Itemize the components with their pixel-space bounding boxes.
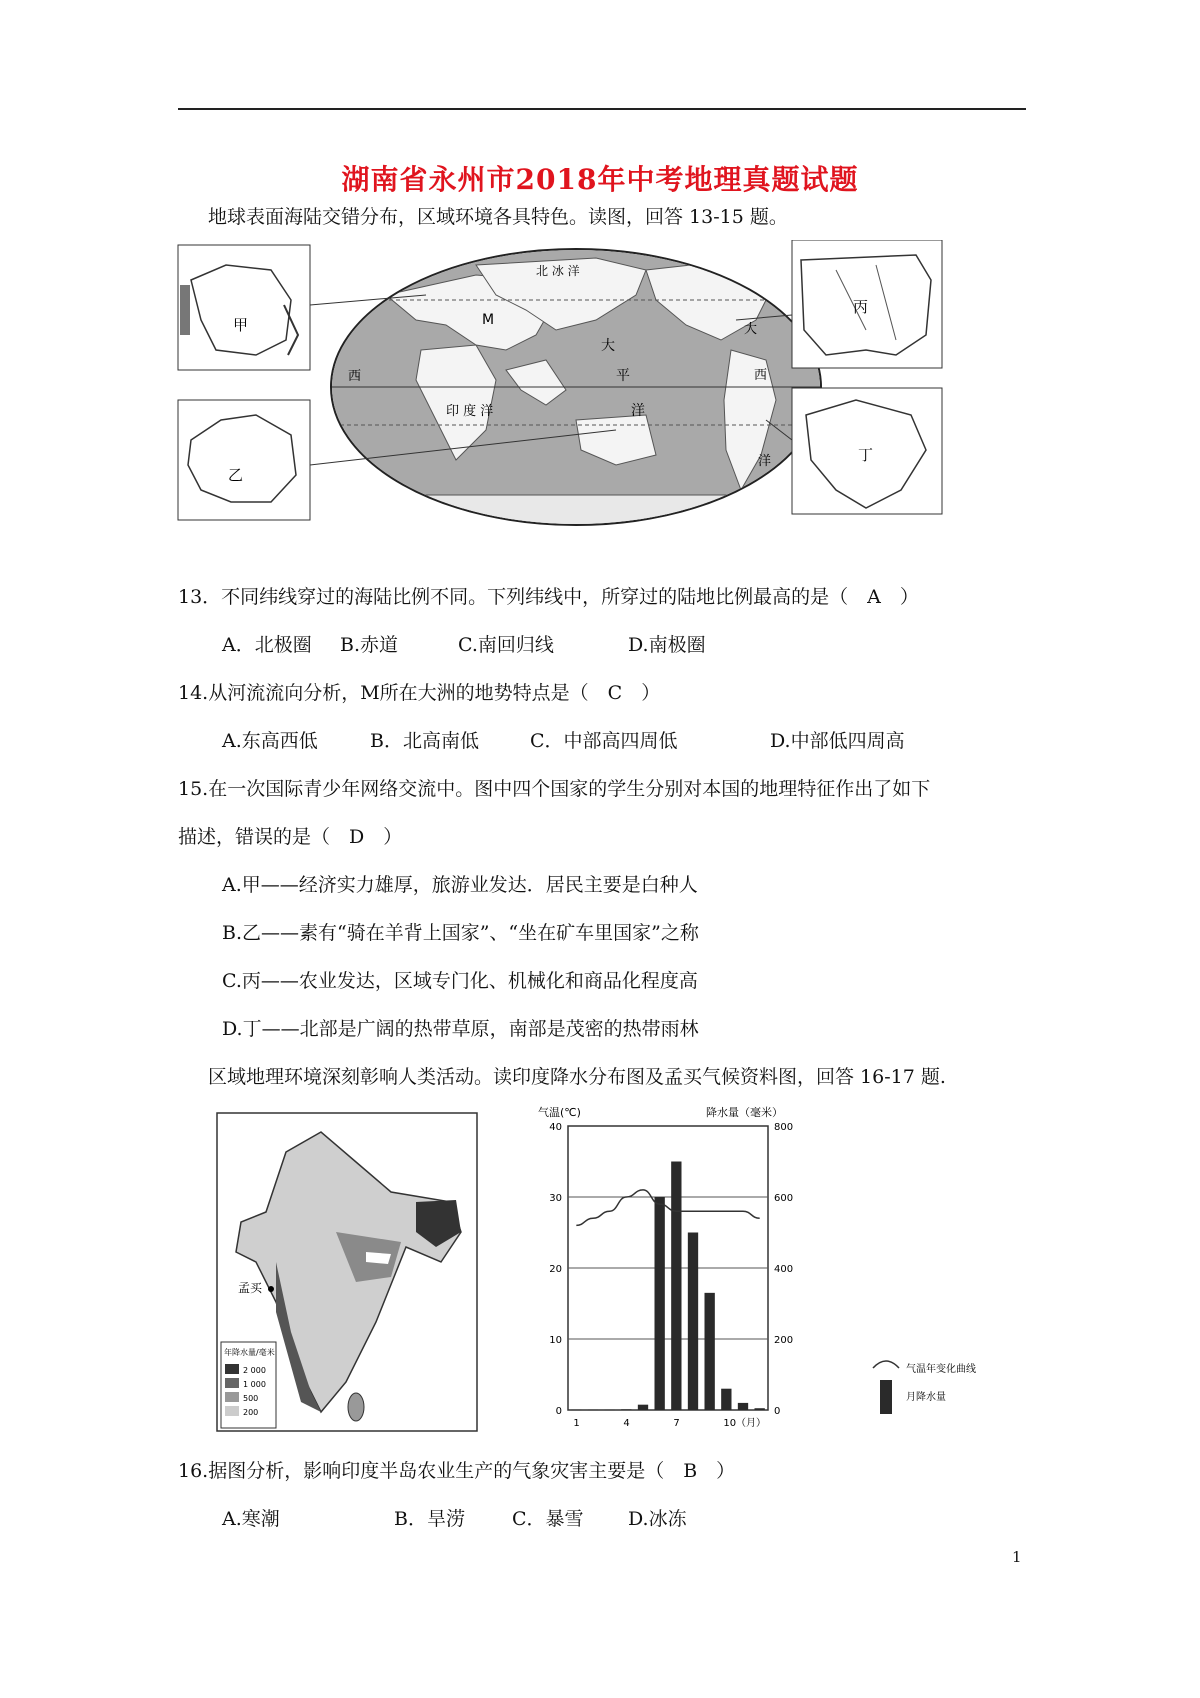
y-right-tick: 0 xyxy=(774,1406,781,1417)
page-title: 湖南省永州市2018年中考地理真题试题 xyxy=(341,163,859,196)
precipitation-bar xyxy=(621,1409,631,1410)
y-right-tick: 800 xyxy=(774,1122,794,1133)
indian-ocean-label: 印 度 洋 xyxy=(446,404,494,419)
intro-16-17: 区域地理环境深刻彰响人类活动。读印度降水分布图及孟买气候资料图，回答 16-17 题. xyxy=(208,1066,946,1088)
legend-value-0: 2 000 xyxy=(243,1366,266,1375)
q15-option-a: A.甲——经济实力雄厚，旅游业发达．居民主要是白种人 xyxy=(222,874,698,896)
world-map-figure xyxy=(176,240,1020,530)
x-tick-label: 4 xyxy=(623,1418,630,1429)
label-ding: 丁 xyxy=(858,446,874,464)
question-14-options xyxy=(222,730,905,753)
legend-value-2: 500 xyxy=(243,1394,259,1403)
atlantic-xi: 西 xyxy=(348,369,362,384)
atlantic-east-da: 大 xyxy=(744,322,758,337)
page-number: 1 xyxy=(1012,1548,1022,1566)
question-13-options xyxy=(222,634,706,657)
precipitation-bar xyxy=(738,1403,748,1410)
q13-option-b: B.赤道 xyxy=(340,634,399,656)
pacific-da: 大 xyxy=(601,338,615,354)
precipitation-bar xyxy=(755,1408,765,1410)
q14-option-b: B．北高南低 xyxy=(370,730,479,752)
q14-option-a: A.东高西低 xyxy=(222,730,318,752)
label-yi: 乙 xyxy=(228,466,244,484)
precipitation-bar xyxy=(571,1410,581,1411)
q15-option-d: D.丁——北部是广阔的热带草原，南部是茂密的热帯雨林 xyxy=(222,1018,699,1040)
question-16-stem: 16.据图分析，影响印度半岛农业生产的气象灾害主要是（ B ） xyxy=(178,1460,736,1482)
legend-line-icon xyxy=(873,1361,899,1368)
x-tick-label: 10（月） xyxy=(723,1418,767,1429)
question-15-stem-line2: 描述，错误的是（ D ） xyxy=(178,826,403,848)
q16-option-d: D.冰冻 xyxy=(628,1508,687,1530)
precipitation-bar xyxy=(638,1405,648,1410)
top-rule xyxy=(178,108,1026,110)
mumbai-climate-chart xyxy=(538,1102,1018,1442)
y-left-tick: 20 xyxy=(549,1264,562,1275)
q14-option-c: C．中部高四周低 xyxy=(530,730,678,752)
legend-value-3: 200 xyxy=(243,1408,259,1417)
legend-temperature: 气温年变化曲线 xyxy=(906,1364,976,1375)
label-bing: 丙 xyxy=(853,298,869,316)
atlantic-east-yang: 洋 xyxy=(758,454,772,469)
pacific-ping: 平 xyxy=(616,368,630,384)
legend-precipitation: 月降水量 xyxy=(906,1392,946,1403)
q14-option-d: D.中部低四周高 xyxy=(770,730,905,752)
question-15-stem-line1: 15.在一次国际青少年网络交流中。图中四个国家的学生分别对本国的地理特征作出了如下 xyxy=(178,778,931,800)
x-tick-label: 1 xyxy=(573,1418,580,1429)
precipitation-bar xyxy=(688,1233,698,1411)
label-jia: 甲 xyxy=(233,316,249,334)
intro-13-15: 地球表面海陆交错分布，区域环境各具特色。读图，回答 13-15 题。 xyxy=(208,206,788,228)
y-left-tick: 0 xyxy=(555,1406,562,1417)
question-16-options xyxy=(222,1508,687,1531)
india-rainfall-map xyxy=(216,1112,478,1432)
q15-option-c: C.丙——农业发达，区域专门化、机械化和商品化程度高 xyxy=(222,970,698,992)
q13-option-c: C.南回归线 xyxy=(458,634,554,656)
y-right-tick: 600 xyxy=(774,1193,794,1204)
precipitation-bar xyxy=(605,1410,615,1411)
precipitation-bar xyxy=(705,1293,715,1410)
question-14-stem: 14.从河流流向分析，M所在大洲的地势特点是（ C ） xyxy=(178,682,661,704)
x-tick-label: 7 xyxy=(673,1418,680,1429)
city-label-mumbai: 孟买 xyxy=(238,1281,263,1295)
legend-bar-icon xyxy=(880,1380,892,1414)
q16-option-a: A.寒潮 xyxy=(222,1508,280,1530)
q13-option-a: A．北极圈 xyxy=(222,634,312,656)
legend-value-1: 1 000 xyxy=(243,1380,266,1389)
legend-title: 年降水量/毫米 xyxy=(224,1348,275,1357)
y-left-tick: 40 xyxy=(549,1122,562,1133)
precipitation-bar xyxy=(588,1410,598,1411)
label-m: M xyxy=(482,312,495,328)
question-13-stem: 13．不同纬线穿过的海陆比例不同。下列纬线中，所穿过的陆地比例最高的是（ A ） xyxy=(178,586,919,608)
precipitation-bar xyxy=(655,1197,665,1410)
y-left-label: 气温(℃) xyxy=(538,1106,581,1119)
precipitation-bar xyxy=(671,1162,681,1411)
q15-option-b: B.乙——素有“骑在羊背上国家”、“坐在矿车里国家”之称 xyxy=(222,922,699,944)
q16-option-c: C．暴雪 xyxy=(512,1508,584,1530)
q16-option-b: B．旱涝 xyxy=(394,1508,465,1530)
atlantic-east-xi: 西 xyxy=(754,368,768,383)
y-right-tick: 200 xyxy=(774,1335,794,1346)
pacific-yang: 洋 xyxy=(631,403,645,419)
y-right-label: 降水量（毫米） xyxy=(706,1106,783,1119)
q13-option-d: D.南极圈 xyxy=(628,634,706,656)
y-right-tick: 400 xyxy=(774,1264,794,1275)
arctic-ocean-label: 北 冰 洋 xyxy=(536,264,580,278)
y-left-tick: 30 xyxy=(549,1193,562,1204)
y-left-tick: 10 xyxy=(549,1335,562,1346)
precipitation-bar xyxy=(721,1389,731,1410)
